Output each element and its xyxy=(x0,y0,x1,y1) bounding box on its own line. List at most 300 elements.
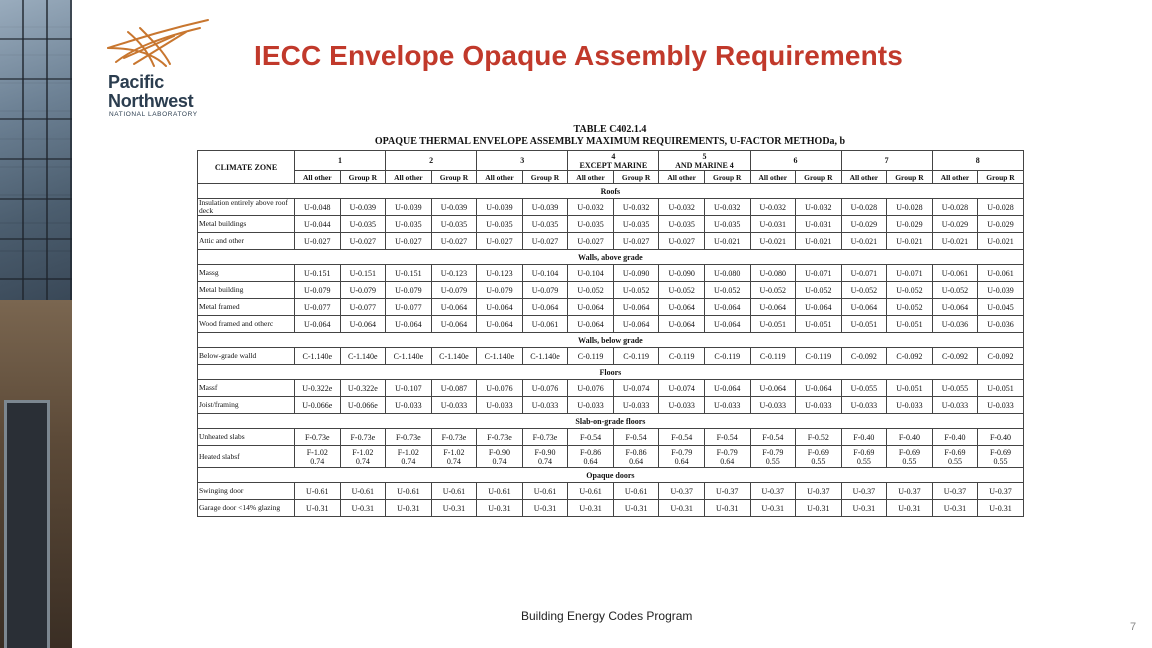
section-row xyxy=(198,184,1024,199)
table-cell: U-0.061 xyxy=(932,265,978,282)
table-cell: U-0.051 xyxy=(887,316,933,333)
table-cell: U-0.064 xyxy=(659,299,705,316)
table-cell: U-0.031 xyxy=(750,216,796,233)
table-cell: U-0.37 xyxy=(978,483,1024,500)
table-cell: C-1.140e xyxy=(386,348,432,365)
table-cell: C-1.140e xyxy=(431,348,477,365)
table-cell: U-0.064 xyxy=(568,316,614,333)
table-cell: U-0.033 xyxy=(841,397,887,414)
table-cell: U-0.087 xyxy=(431,380,477,397)
table-cell: F-0.54 xyxy=(568,429,614,446)
table-cell: U-0.074 xyxy=(659,380,705,397)
climate-zone-header-row xyxy=(198,151,1024,171)
table-cell: U-0.033 xyxy=(704,397,750,414)
table-cell: C-0.119 xyxy=(750,348,796,365)
table-row xyxy=(198,216,1024,233)
table-cell: U-0.61 xyxy=(568,483,614,500)
table-cell: U-0.035 xyxy=(340,216,386,233)
table-cell: U-0.064 xyxy=(477,299,523,316)
table-cell: U-0.31 xyxy=(568,500,614,517)
table-cell: U-0.033 xyxy=(659,397,705,414)
subheader-row xyxy=(198,171,1024,184)
subheader-all-other: All other xyxy=(386,171,432,184)
table-cell: U-0.061 xyxy=(522,316,568,333)
table-cell: U-0.052 xyxy=(887,282,933,299)
table-cell: F-0.90 0.74 xyxy=(477,446,523,468)
table-cell: U-0.027 xyxy=(522,233,568,250)
table-cell: U-0.035 xyxy=(568,216,614,233)
table-cell: U-0.076 xyxy=(477,380,523,397)
table-cell: U-0.104 xyxy=(522,265,568,282)
table-cell: U-0.028 xyxy=(932,199,978,216)
table-cell: U-0.039 xyxy=(978,282,1024,299)
table-row xyxy=(198,299,1024,316)
table-cell: U-0.077 xyxy=(295,299,341,316)
table-row xyxy=(198,233,1024,250)
table-cell: U-0.104 xyxy=(568,265,614,282)
building-photo xyxy=(0,0,72,648)
subheader-all-other: All other xyxy=(750,171,796,184)
table-cell: U-0.123 xyxy=(477,265,523,282)
row-label: Wood framed and otherc xyxy=(198,316,295,333)
table-cell: U-0.036 xyxy=(978,316,1024,333)
table-cell: U-0.31 xyxy=(796,500,842,517)
section-heading: Walls, below grade xyxy=(198,333,1024,348)
table-cell: U-0.076 xyxy=(568,380,614,397)
climate-zone-7-header: 7 xyxy=(841,151,932,171)
table-cell: U-0.039 xyxy=(431,199,477,216)
table-cell: F-0.86 0.64 xyxy=(568,446,614,468)
table-cell: U-0.37 xyxy=(796,483,842,500)
table-cell: U-0.31 xyxy=(340,500,386,517)
pnnl-logo xyxy=(104,18,214,118)
table-cell: F-1.02 0.74 xyxy=(431,446,477,468)
subheader-group-r: Group R xyxy=(522,171,568,184)
table-cell: C-1.140e xyxy=(522,348,568,365)
table-cell: U-0.31 xyxy=(659,500,705,517)
table-cell: U-0.077 xyxy=(386,299,432,316)
table-cell: U-0.032 xyxy=(613,199,659,216)
logo-line-1: Pacific xyxy=(108,72,164,92)
table-cell: U-0.37 xyxy=(887,483,933,500)
table-cell: U-0.31 xyxy=(841,500,887,517)
row-label: Below-grade walld xyxy=(198,348,295,365)
table-cell: U-0.61 xyxy=(613,483,659,500)
logo-line-2: Northwest xyxy=(108,91,194,111)
table-row xyxy=(198,483,1024,500)
climate-zone-3-header: 3 xyxy=(477,151,568,171)
requirements-table-body xyxy=(198,184,1024,517)
table-cell: U-0.37 xyxy=(841,483,887,500)
table-cell: U-0.079 xyxy=(522,282,568,299)
table-cell: F-0.52 xyxy=(796,429,842,446)
table-cell: U-0.039 xyxy=(340,199,386,216)
table-cell: U-0.021 xyxy=(704,233,750,250)
table-cell: U-0.61 xyxy=(340,483,386,500)
table-cell: U-0.027 xyxy=(568,233,614,250)
table-cell: U-0.036 xyxy=(932,316,978,333)
section-heading: Roofs xyxy=(198,184,1024,199)
table-cell: C-1.140e xyxy=(340,348,386,365)
table-cell: U-0.035 xyxy=(386,216,432,233)
table-cell: C-1.140e xyxy=(477,348,523,365)
table-cell: U-0.151 xyxy=(295,265,341,282)
table-cell: U-0.064 xyxy=(796,380,842,397)
table-cell: F-0.73e xyxy=(477,429,523,446)
table-cell: U-0.021 xyxy=(932,233,978,250)
table-cell: U-0.064 xyxy=(704,316,750,333)
table-cell: F-0.54 xyxy=(659,429,705,446)
table-cell: U-0.032 xyxy=(750,199,796,216)
table-row xyxy=(198,446,1024,468)
table-caption-number: TABLE C402.1.4 xyxy=(573,124,647,135)
table-cell: F-0.69 0.55 xyxy=(887,446,933,468)
section-row xyxy=(198,365,1024,380)
table-cell: U-0.076 xyxy=(522,380,568,397)
table-cell: U-0.37 xyxy=(750,483,796,500)
subheader-group-r: Group R xyxy=(431,171,477,184)
table-cell: U-0.064 xyxy=(386,316,432,333)
row-label: Garage door <14% glazing xyxy=(198,500,295,517)
row-label: Metal building xyxy=(198,282,295,299)
climate-zone-6-header: 6 xyxy=(750,151,841,171)
table-cell: U-0.064 xyxy=(659,316,705,333)
table-cell: F-0.40 xyxy=(841,429,887,446)
table-cell: U-0.064 xyxy=(477,316,523,333)
table-cell: U-0.064 xyxy=(841,299,887,316)
table-cell: U-0.079 xyxy=(386,282,432,299)
table-row xyxy=(198,348,1024,365)
subheader-group-r: Group R xyxy=(613,171,659,184)
table-cell: U-0.051 xyxy=(841,316,887,333)
table-cell: U-0.033 xyxy=(750,397,796,414)
table-cell: F-1.02 0.74 xyxy=(386,446,432,468)
table-cell: U-0.31 xyxy=(295,500,341,517)
table-cell: U-0.027 xyxy=(386,233,432,250)
table-cell: F-0.40 xyxy=(932,429,978,446)
subheader-all-other: All other xyxy=(659,171,705,184)
table-cell: U-0.064 xyxy=(613,299,659,316)
table-cell: U-0.31 xyxy=(887,500,933,517)
table-cell: U-0.055 xyxy=(841,380,887,397)
table-cell: F-0.86 0.64 xyxy=(613,446,659,468)
subheader-group-r: Group R xyxy=(978,171,1024,184)
section-row xyxy=(198,414,1024,429)
climate-zone-1-header: 1 xyxy=(295,151,386,171)
table-cell: U-0.051 xyxy=(796,316,842,333)
table-cell: U-0.052 xyxy=(750,282,796,299)
table-cell: U-0.029 xyxy=(887,216,933,233)
table-cell: U-0.033 xyxy=(568,397,614,414)
table-cell: C-0.092 xyxy=(978,348,1024,365)
table-cell: U-0.064 xyxy=(522,299,568,316)
table-row xyxy=(198,199,1024,216)
table-cell: U-0.090 xyxy=(613,265,659,282)
table-cell: F-0.40 xyxy=(887,429,933,446)
requirements-table xyxy=(197,150,1024,517)
table-cell: U-0.079 xyxy=(477,282,523,299)
table-cell: U-0.071 xyxy=(841,265,887,282)
table-cell: U-0.032 xyxy=(568,199,614,216)
table-cell: F-0.54 xyxy=(750,429,796,446)
table-cell: U-0.055 xyxy=(932,380,978,397)
subheader-group-r: Group R xyxy=(796,171,842,184)
table-cell: U-0.61 xyxy=(431,483,477,500)
subheader-group-r: Group R xyxy=(340,171,386,184)
table-cell: F-1.02 0.74 xyxy=(295,446,341,468)
table-cell: U-0.37 xyxy=(704,483,750,500)
table-cell: U-0.051 xyxy=(750,316,796,333)
table-cell: U-0.151 xyxy=(386,265,432,282)
table-cell: U-0.064 xyxy=(431,316,477,333)
table-cell: U-0.035 xyxy=(659,216,705,233)
table-cell: C-0.119 xyxy=(659,348,705,365)
table-cell: U-0.051 xyxy=(978,380,1024,397)
table-cell: U-0.051 xyxy=(887,380,933,397)
table-cell: U-0.064 xyxy=(568,299,614,316)
table-cell: U-0.31 xyxy=(613,500,659,517)
table-cell: U-0.039 xyxy=(477,199,523,216)
table-cell: F-0.73e xyxy=(340,429,386,446)
table-cell: U-0.064 xyxy=(704,299,750,316)
table-cell: U-0.052 xyxy=(568,282,614,299)
table-cell: U-0.61 xyxy=(522,483,568,500)
table-cell: U-0.033 xyxy=(613,397,659,414)
table-cell: U-0.027 xyxy=(295,233,341,250)
table-cell: F-0.69 0.55 xyxy=(796,446,842,468)
table-cell: U-0.080 xyxy=(704,265,750,282)
table-cell: C-0.119 xyxy=(704,348,750,365)
table-cell: U-0.039 xyxy=(386,199,432,216)
table-cell: F-0.90 0.74 xyxy=(522,446,568,468)
table-cell: U-0.064 xyxy=(340,316,386,333)
table-row xyxy=(198,429,1024,446)
table-cell: F-0.54 xyxy=(613,429,659,446)
table-cell: U-0.021 xyxy=(841,233,887,250)
table-cell: U-0.064 xyxy=(796,299,842,316)
slide-title: IECC Envelope Opaque Assembly Requirements xyxy=(254,40,903,71)
section-heading: Floors xyxy=(198,365,1024,380)
table-cell: U-0.021 xyxy=(750,233,796,250)
table-cell: U-0.052 xyxy=(659,282,705,299)
table-cell: U-0.064 xyxy=(750,380,796,397)
table-cell: C-1.140e xyxy=(295,348,341,365)
table-cell: U-0.079 xyxy=(340,282,386,299)
table-cell: U-0.052 xyxy=(704,282,750,299)
table-cell: U-0.077 xyxy=(340,299,386,316)
subheader-all-other: All other xyxy=(295,171,341,184)
table-cell: U-0.052 xyxy=(887,299,933,316)
table-cell: U-0.31 xyxy=(704,500,750,517)
table-cell: F-0.79 0.55 xyxy=(750,446,796,468)
table-row xyxy=(198,265,1024,282)
table-cell: U-0.035 xyxy=(522,216,568,233)
table-cell: U-0.107 xyxy=(386,380,432,397)
table-cell: U-0.035 xyxy=(477,216,523,233)
subheader-all-other: All other xyxy=(841,171,887,184)
table-cell: U-0.052 xyxy=(613,282,659,299)
footer-program-name: Building Energy Codes Program xyxy=(521,609,693,623)
row-label: Unheated slabs xyxy=(198,429,295,446)
table-cell: U-0.028 xyxy=(978,199,1024,216)
table-cell: U-0.044 xyxy=(295,216,341,233)
table-cell: U-0.071 xyxy=(887,265,933,282)
table-cell: U-0.31 xyxy=(386,500,432,517)
table-cell: U-0.052 xyxy=(796,282,842,299)
subheader-group-r: Group R xyxy=(704,171,750,184)
table-cell: U-0.033 xyxy=(978,397,1024,414)
table-cell: C-0.119 xyxy=(613,348,659,365)
table-cell: U-0.079 xyxy=(295,282,341,299)
table-cell: U-0.048 xyxy=(295,199,341,216)
table-cell: U-0.31 xyxy=(431,500,477,517)
section-heading: Opaque doors xyxy=(198,468,1024,483)
table-cell: U-0.064 xyxy=(431,299,477,316)
row-label: Heated slabsf xyxy=(198,446,295,468)
table-cell: U-0.31 xyxy=(522,500,568,517)
section-heading: Walls, above grade xyxy=(198,250,1024,265)
row-label: Massg xyxy=(198,265,295,282)
table-cell: U-0.033 xyxy=(932,397,978,414)
section-heading: Slab-on-grade floors xyxy=(198,414,1024,429)
table-cell: U-0.064 xyxy=(295,316,341,333)
table-cell: U-0.123 xyxy=(431,265,477,282)
table-row xyxy=(198,282,1024,299)
table-cell: U-0.045 xyxy=(978,299,1024,316)
table-cell: F-0.79 0.64 xyxy=(704,446,750,468)
table-cell: U-0.064 xyxy=(704,380,750,397)
table-cell: U-0.035 xyxy=(431,216,477,233)
table-cell: U-0.021 xyxy=(978,233,1024,250)
table-cell: F-1.02 0.74 xyxy=(340,446,386,468)
table-cell: U-0.061 xyxy=(978,265,1024,282)
requirements-table-figure xyxy=(197,124,1023,590)
table-row xyxy=(198,380,1024,397)
table-cell: U-0.033 xyxy=(522,397,568,414)
table-cell: U-0.31 xyxy=(978,500,1024,517)
section-row xyxy=(198,250,1024,265)
table-cell: U-0.066e xyxy=(340,397,386,414)
table-cell: U-0.032 xyxy=(704,199,750,216)
section-row xyxy=(198,333,1024,348)
row-label: Insulation entirely above roof deck xyxy=(198,199,295,216)
table-cell: U-0.028 xyxy=(841,199,887,216)
table-cell: U-0.052 xyxy=(841,282,887,299)
table-cell: U-0.029 xyxy=(841,216,887,233)
table-cell: U-0.027 xyxy=(659,233,705,250)
table-row xyxy=(198,316,1024,333)
table-cell: C-0.092 xyxy=(887,348,933,365)
table-cell: U-0.027 xyxy=(613,233,659,250)
table-cell: F-0.73e xyxy=(295,429,341,446)
table-cell: U-0.064 xyxy=(613,316,659,333)
table-cell: U-0.322e xyxy=(340,380,386,397)
table-cell: U-0.064 xyxy=(932,299,978,316)
table-cell: U-0.021 xyxy=(796,233,842,250)
section-row xyxy=(198,468,1024,483)
subheader-all-other: All other xyxy=(477,171,523,184)
table-cell: U-0.027 xyxy=(431,233,477,250)
table-cell: C-0.092 xyxy=(841,348,887,365)
table-cell: U-0.151 xyxy=(340,265,386,282)
table-cell: F-0.73e xyxy=(386,429,432,446)
climate-zone-2-header: 2 xyxy=(386,151,477,171)
table-cell: F-0.73e xyxy=(522,429,568,446)
table-cell: F-0.69 0.55 xyxy=(978,446,1024,468)
table-cell: U-0.033 xyxy=(386,397,432,414)
table-cell: U-0.027 xyxy=(477,233,523,250)
table-cell: U-0.31 xyxy=(477,500,523,517)
table-cell: U-0.61 xyxy=(295,483,341,500)
table-cell: U-0.31 xyxy=(750,500,796,517)
table-cell: F-0.69 0.55 xyxy=(932,446,978,468)
table-row xyxy=(198,500,1024,517)
table-cell: U-0.035 xyxy=(704,216,750,233)
row-label: Swinging door xyxy=(198,483,295,500)
page-number: 7 xyxy=(1130,621,1137,633)
table-cell: U-0.033 xyxy=(431,397,477,414)
row-label: Metal buildings xyxy=(198,216,295,233)
row-label: Attic and other xyxy=(198,233,295,250)
building-mullions xyxy=(0,0,72,300)
row-label: Joist/framing xyxy=(198,397,295,414)
climate-zone-header: CLIMATE ZONE xyxy=(198,151,295,184)
table-cell: C-0.119 xyxy=(796,348,842,365)
table-cell: U-0.032 xyxy=(659,199,705,216)
table-cell: U-0.052 xyxy=(932,282,978,299)
table-cell: F-0.73e xyxy=(431,429,477,446)
climate-zone-5-header: 5 AND MARINE 4 xyxy=(659,151,750,171)
table-cell: U-0.064 xyxy=(750,299,796,316)
pnnl-logo-mark-icon xyxy=(104,18,214,70)
table-cell: C-0.119 xyxy=(568,348,614,365)
table-cell: U-0.031 xyxy=(796,216,842,233)
table-cell: U-0.066e xyxy=(295,397,341,414)
climate-zone-8-header: 8 xyxy=(932,151,1023,171)
subheader-group-r: Group R xyxy=(887,171,933,184)
table-cell: U-0.37 xyxy=(659,483,705,500)
table-cell: U-0.033 xyxy=(477,397,523,414)
table-cell: U-0.032 xyxy=(796,199,842,216)
table-cell: U-0.322e xyxy=(295,380,341,397)
table-cell: U-0.37 xyxy=(932,483,978,500)
building-door xyxy=(4,400,50,648)
table-cell: U-0.090 xyxy=(659,265,705,282)
table-cell: F-0.40 xyxy=(978,429,1024,446)
table-cell: U-0.021 xyxy=(887,233,933,250)
table-cell: U-0.029 xyxy=(978,216,1024,233)
climate-zone-4-header: 4 EXCEPT MARINE xyxy=(568,151,659,171)
table-cell: U-0.039 xyxy=(522,199,568,216)
table-cell: U-0.31 xyxy=(932,500,978,517)
table-cell: U-0.071 xyxy=(796,265,842,282)
table-cell: U-0.074 xyxy=(613,380,659,397)
table-cell: C-0.092 xyxy=(932,348,978,365)
table-row xyxy=(198,397,1024,414)
table-cell: U-0.61 xyxy=(477,483,523,500)
row-label: Metal framed xyxy=(198,299,295,316)
table-cell: U-0.033 xyxy=(796,397,842,414)
logo-line-3: NATIONAL LABORATORY xyxy=(109,111,198,118)
table-cell: U-0.035 xyxy=(613,216,659,233)
table-cell: F-0.69 0.55 xyxy=(841,446,887,468)
table-cell: U-0.033 xyxy=(887,397,933,414)
subheader-all-other: All other xyxy=(932,171,978,184)
table-caption-title: OPAQUE THERMAL ENVELOPE ASSEMBLY MAXIMUM REQUIREMENTS, U-FACTOR METHODa, b xyxy=(374,136,846,147)
table-cell: U-0.027 xyxy=(340,233,386,250)
table-cell: U-0.61 xyxy=(386,483,432,500)
table-cell: U-0.080 xyxy=(750,265,796,282)
